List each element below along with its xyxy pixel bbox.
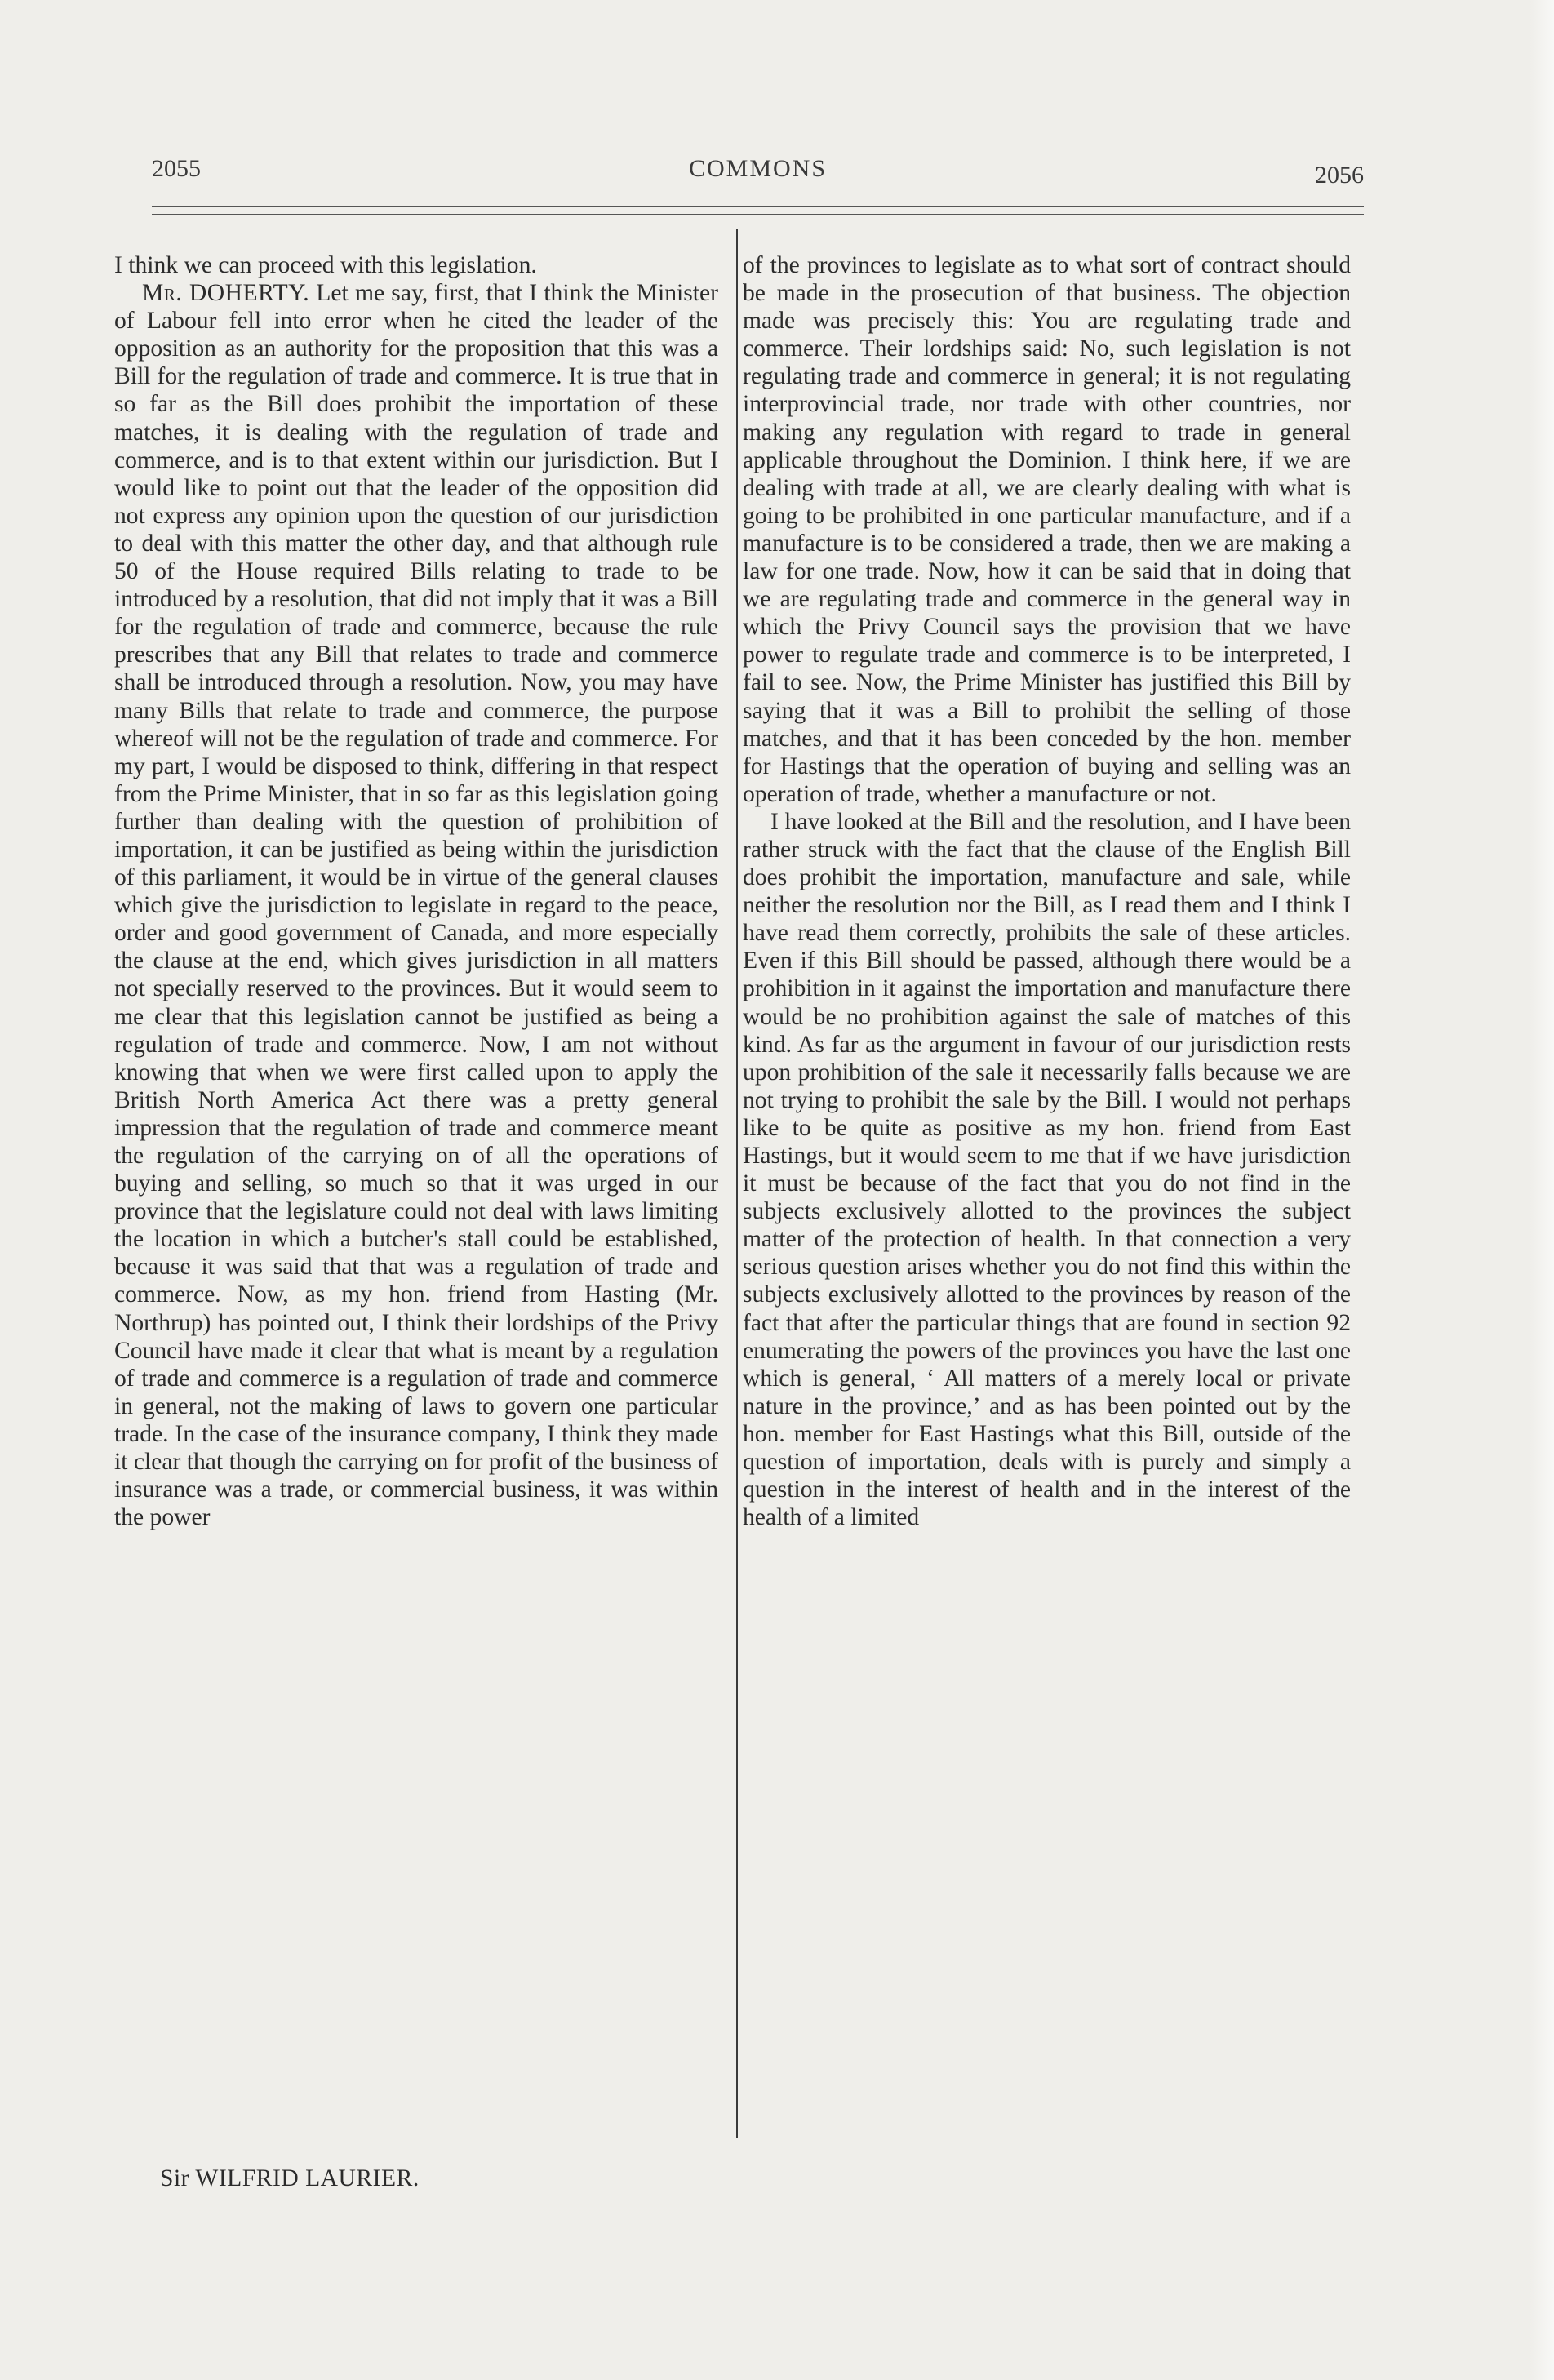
header-rule-top: [152, 206, 1364, 207]
left-paragraph-1: I think we can proceed with this legislation.: [114, 252, 537, 278]
right-paragraph-1: of the provinces to legislate as to what sort of contract should be made in the prosecution of that business. The objection made was precisely this: You are regulating trade and commerce. Their lordships said: No, such legislation is not regulating trade and commerce in general; it is not regulating interprovincial trade, nor trade with other countries, nor making any regulation with regard to trade in general applicable throughout the Dominion. I think here, if we are dealing with trade at all, we are clearly dealing with what is going to be prohibited in one particular manufacture, and if a manufacture is to be considered a trade, then we are making a law for one trade. Now, how it can be said that in doing that we are regulating trade and commerce in the general way in which the Privy Council says the provision that we have power to regulate trade and commerce is to be interpreted, I fail to see. Now, the Prime Minister has justified this Bill by saying that it was a Bill to prohibit the selling of those matches, and that it has been conceded by the hon. member for Hastings that the operation of buying and selling was an operation of trade, whether a manufacture or not.: [743, 252, 1351, 807]
page-number-left: 2055: [152, 155, 201, 182]
column-divider: [736, 229, 738, 2138]
catchword: Sir WILFRID LAURIER.: [160, 2165, 420, 2191]
left-paragraph-2: [114, 279, 718, 1531]
left-column: [114, 251, 718, 1531]
page-edge: [1530, 0, 1554, 2380]
right-column: [743, 251, 1351, 1531]
left-paragraph-2-text: Let me say, first, that I think the Minister of Labour fell into error when he cited the leader of the opposition as an authority for the proposition that this was a Bill for the regulation of trade and commerce. It is true that in so far as the Bill does prohibit the importation of these matches, it is dealing with the regulation of trade and commerce, and is to that extent within our jurisdiction. But I would like to point out that the leader of the opposition did not express any opinion upon the question of our jurisdiction to deal with this matter the other day, and that although rule 50 of the House required Bills relating to trade to be introduced by a resolution, that did not imply that it was a Bill for the regulation of trade and commerce, because the rule prescribes that any Bill that relates to trade and commerce shall be introduced through a resolution. Now, you may have many Bills that relate to trade and commerce, the purpose whereof will not be the regulation of trade and commerce. For my part, I would be disposed to think, differing in that respect from the Prime Minister, that in so far as this legislation going further than dealing with the question of prohibition of importation, it can be justified as being within the jurisdiction of this parliament, it would be in virtue of the general clauses which give the jurisdiction to legislate in regard to the peace, order and good government of Canada, and more especially the clause at the end, which gives jurisdiction in all matters not specially reserved to the provinces. But it would seem to me clear that this legislation cannot be justified as being a regulation of trade and commerce. Now, I am not without knowing that when we were first called upon to apply the British North America Act there was a pretty general impression that the regulation of trade and commerce meant the regulation of the carrying on of all the operations of buying and selling, so much so that it was urged in our province that the legislature could not deal with laws limiting the location in which a butcher's stall could be established, because it was said that that was a regulation of trade and commerce. Now, as my hon. friend from Hasting (Mr. Northrup) has pointed out, I think their lordships of the Privy Council have made it clear that what is meant by a regulation of trade and commerce is a regulation of trade and commerce in general, not the making of laws to govern one particular trade. In the case of the insurance company, I think they made it clear that though the carrying on for profit of the business of insurance was a trade, or commercial business, it was within the power: [114, 280, 718, 1531]
speaker-name: Mr. DOHERTY.: [142, 280, 310, 307]
header-rule-bottom: [152, 214, 1364, 215]
right-paragraph-2: I have looked at the Bill and the resolution, and I have been rather struck with the fact that the clause of the English Bill does prohibit the importation, manufacture and sale, while neither the resolution nor the Bill, as I read them and I think I have read them correctly, prohibits the sale of these articles. Even if this Bill should be passed, although there would be a prohibition in it against the importation and manufacture there would be no prohibition against the sale of matches of this kind. As far as the argument in favour of our jurisdiction rests upon prohibition of the sale it necessarily falls because we are not trying to prohibit the sale by the Bill. I would not perhaps like to be quite as positive as my hon. friend from East Hastings, but it would seem to me that if we have jurisdiction it must be because of the fact that you do not find in the subjects exclusively allotted to the provinces the subject matter of the protection of health. In that connection a very serious question arises whether you do not find this within the subjects exclusively allotted to the provinces by reason of the fact that after the particular things that are found in section 92 enumerating the powers of the provinces you have the last one which is general, ‘ All matters of a merely local or private nature in the province,’ and as has been pointed out by the hon. member for East Hastings what this Bill, outside of the question of importation, deals with is purely and simply a question in the interest of health and in the interest of the health of a limited: [743, 808, 1351, 1531]
running-head: COMMONS: [688, 155, 828, 182]
page-number-right: 2056: [1315, 162, 1364, 189]
page-header: [152, 155, 1364, 188]
